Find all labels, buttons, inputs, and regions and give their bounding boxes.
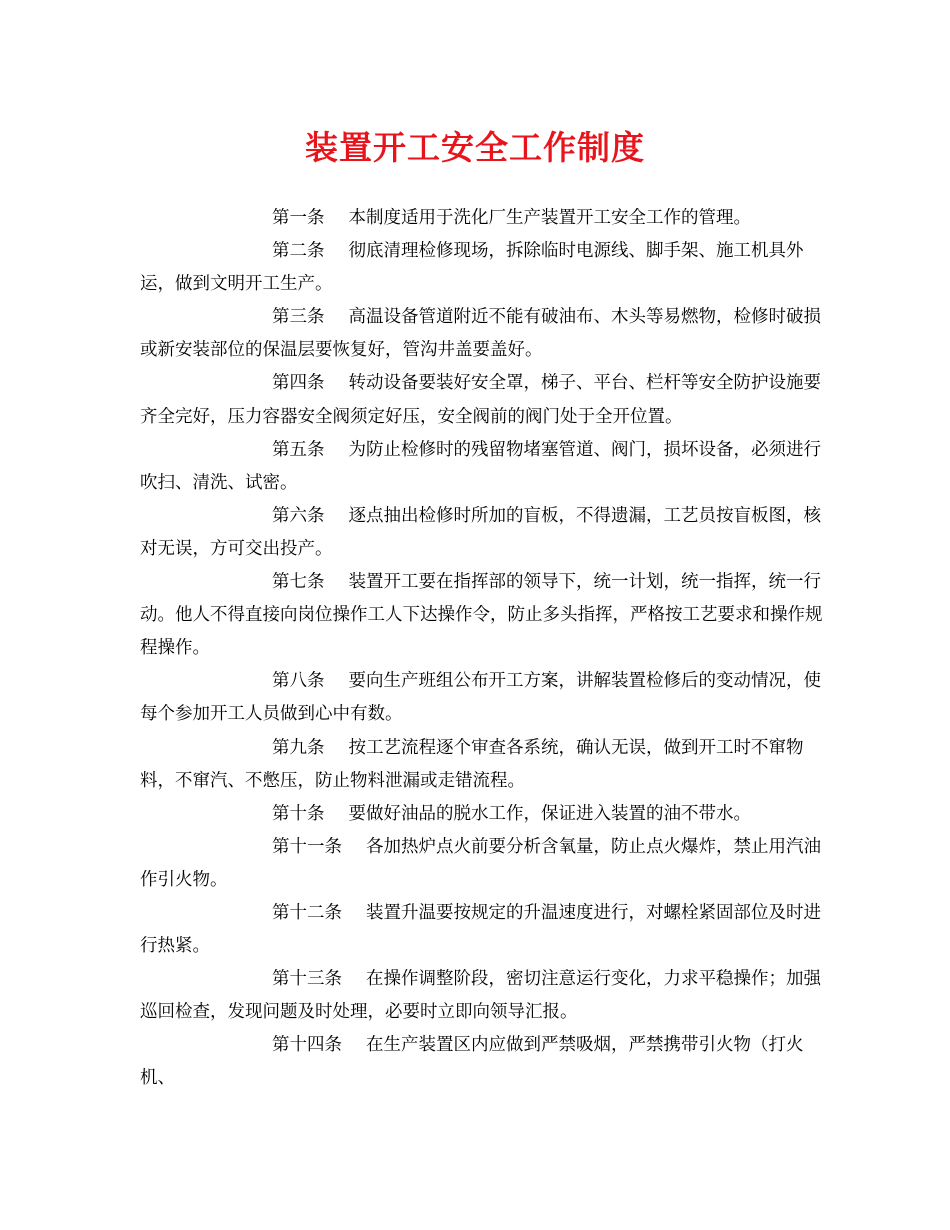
article-number: 第十条 xyxy=(272,803,325,824)
article-text: 在操作调整阶段，密切注意运行变化，力求平稳操作；加强巡回检查，发现问题及时处理，必要时立即向领导汇报。 xyxy=(140,969,821,1023)
article-text: 按工艺流程逐个审查各系统，确认无误，做到开工时不窜物料，不窜汽、不憋压，防止物料泄漏或走错流程。 xyxy=(140,737,804,791)
article-text: 各加热炉点火前要分析含氧量，防止点火爆炸，禁止用汽油作引火物。 xyxy=(140,836,821,890)
article-number: 第十四条 xyxy=(272,1035,342,1056)
article-number: 第十一条 xyxy=(272,836,342,857)
article-number: 第十三条 xyxy=(272,969,342,990)
article-number: 第八条 xyxy=(272,671,325,692)
article-11 xyxy=(140,831,830,897)
article-7 xyxy=(140,566,830,665)
article-text: 要做好油品的脱水工作，保证进入装置的油不带水。 xyxy=(348,803,751,824)
article-text: 彻底清理检修现场，拆除临时电源线、脚手架、施工机具外运，做到文明开工生产。 xyxy=(140,241,804,295)
article-number: 第五条 xyxy=(272,439,325,460)
article-text: 本制度适用于洗化厂生产装置开工安全工作的管理。 xyxy=(348,208,751,228)
article-9 xyxy=(140,732,830,798)
article-text: 要向生产班组公布开工方案，讲解装置检修后的变动情况，使每个参加开工人员做到心中有数。 xyxy=(140,671,821,725)
article-13 xyxy=(140,963,830,1029)
article-number: 第九条 xyxy=(272,737,325,758)
article-text: 为防止检修时的残留物堵塞管道、阀门，损坏设备，必须进行吹扫、清洗、试密。 xyxy=(140,439,821,493)
article-number: 第十二条 xyxy=(272,902,342,923)
article-number: 第四条 xyxy=(272,373,325,394)
article-10 xyxy=(140,798,830,831)
article-6 xyxy=(140,500,830,566)
article-12 xyxy=(140,897,830,963)
article-number: 第六条 xyxy=(272,505,325,526)
article-2 xyxy=(140,235,830,301)
article-1 xyxy=(140,202,830,235)
article-text: 装置开工要在指挥部的领导下，统一计划，统一指挥，统一行动。他人不得直接向岗位操作工人下达操作令，防止多头指挥，严格按工艺要求和操作规程操作。 xyxy=(140,572,823,659)
article-4 xyxy=(140,367,830,433)
article-text: 高温设备管道附近不能有破油布、木头等易燃物，检修时破损或新安装部位的保温层要恢复好，管沟井盖要盖好。 xyxy=(140,307,821,361)
article-text: 逐点抽出检修时所加的盲板，不得遗漏，工艺员按盲板图，核对无误，方可交出投产。 xyxy=(140,505,821,559)
article-number: 第二条 xyxy=(272,241,325,262)
article-number: 第一条 xyxy=(272,208,325,228)
article-text: 在生产装置区内应做到严禁吸烟，严禁携带引火物（打火机、 xyxy=(140,1035,804,1089)
article-5 xyxy=(140,434,830,500)
article-text: 装置升温要按规定的升温速度进行，对螺栓紧固部位及时进行热紧。 xyxy=(140,902,821,957)
article-3 xyxy=(140,301,830,367)
article-number: 第七条 xyxy=(272,572,325,593)
article-number: 第三条 xyxy=(272,307,325,328)
document-title: 装置开工安全工作制度 xyxy=(305,128,645,167)
article-8 xyxy=(140,665,830,731)
article-14 xyxy=(140,1029,830,1095)
article-text: 转动设备要装好安全罩，梯子、平台、栏杆等安全防护设施要齐全完好，压力容器安全阀须定好压，安全阀前的阀门处于全开位置。 xyxy=(140,373,821,427)
document-body xyxy=(140,202,830,1096)
